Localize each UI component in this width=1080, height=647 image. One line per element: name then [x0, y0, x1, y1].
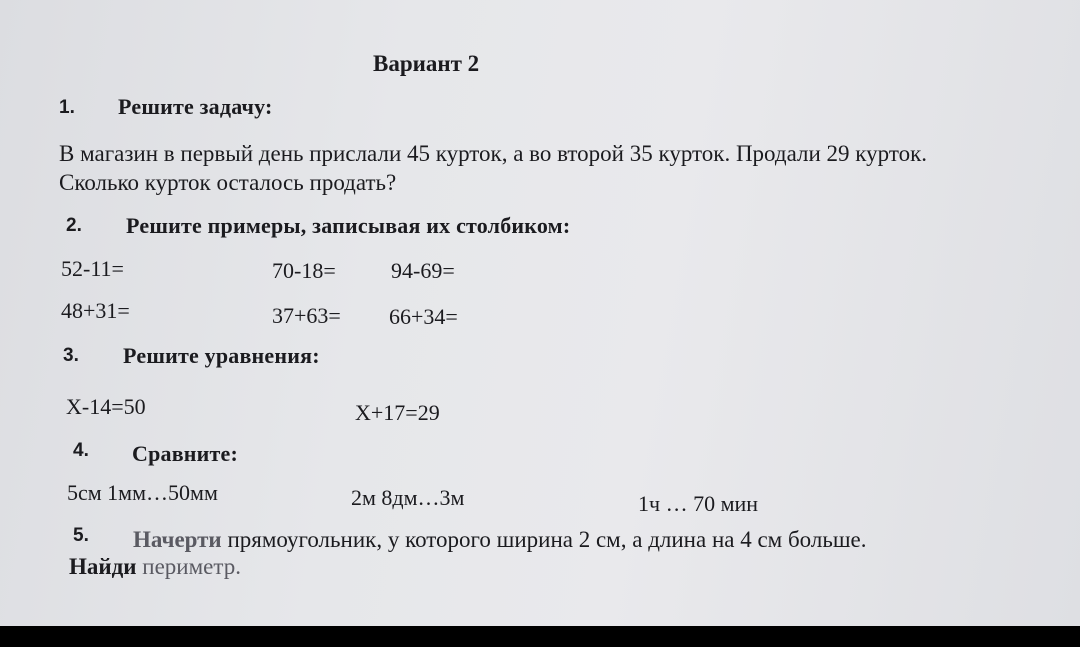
example-5: 37+63=	[272, 303, 341, 328]
task2-heading: Решите примеры, записывая их столбиком:	[126, 213, 571, 238]
task1-heading: Решите задачу:	[118, 94, 273, 119]
equation-1: Х-14=50	[66, 394, 146, 419]
task4-heading: Сравните:	[132, 441, 239, 466]
task5-line2	[69, 555, 241, 578]
task3-heading: Решите уравнения:	[123, 343, 320, 368]
task3-number: 3.	[63, 345, 79, 366]
task5-number: 5.	[73, 525, 89, 546]
bottom-black-bar	[0, 626, 1080, 647]
compare-3: 1ч … 70 мин	[638, 491, 759, 516]
equation-2: Х+17=29	[355, 400, 440, 425]
example-6: 66+34=	[389, 304, 458, 329]
example-3: 94-69=	[391, 258, 455, 283]
task5-line1-rest: прямоугольник, у которого ширина 2 см, а длина на 4 см больше.	[221, 527, 867, 552]
task2-number: 2.	[66, 215, 82, 236]
example-1: 52-11=	[61, 256, 124, 281]
task5-bold-line2: Найди	[69, 554, 137, 579]
page-title: Вариант 2	[373, 51, 480, 76]
compare-2: 2м 8дм…3м	[351, 485, 465, 510]
compare-1: 5см 1мм…50мм	[67, 480, 218, 505]
task5-bold-start: Начерти	[133, 527, 222, 552]
task1-text-line1: В магазин в первый день прислали 45 курток, а во второй 35 курток. Продали 29 курток.	[59, 141, 928, 166]
example-2: 70-18=	[272, 258, 336, 283]
example-4: 48+31=	[61, 298, 130, 323]
task1-text-line2: Сколько курток осталось продать?	[59, 170, 397, 195]
task1-number: 1.	[59, 97, 75, 118]
task5-line2-rest: периметр.	[136, 554, 241, 579]
task5-line1	[133, 528, 867, 551]
task4-number: 4.	[73, 440, 89, 461]
